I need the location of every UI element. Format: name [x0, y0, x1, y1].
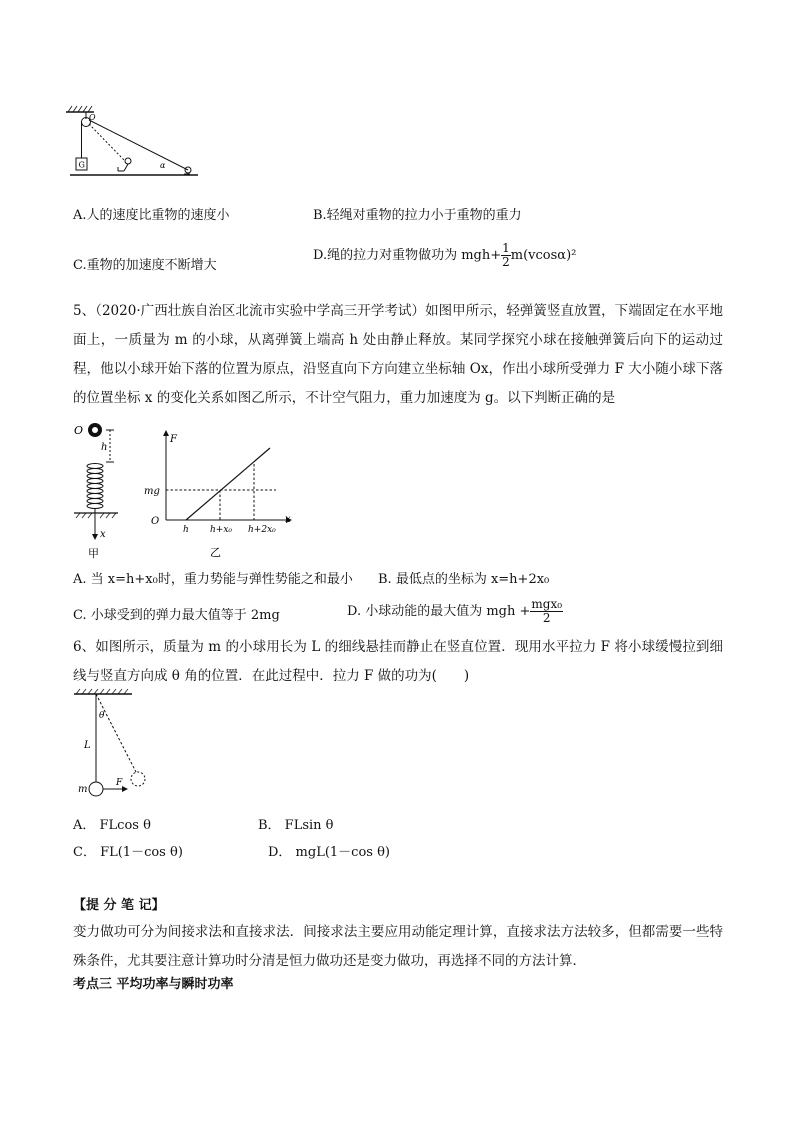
svg-text:G: G [78, 160, 85, 170]
notes-body: 变力做功可分为间接求法和直接求法．间接求法主要应用动能定理计算，直接求法方法较多，但都需要一些特殊条件，尤其要注意计算功时分清是恒力做功还是变力做功，再选择不同的方法计算． [73, 924, 723, 969]
svg-text:x: x [285, 514, 291, 525]
q4-option-d-fraction: $\frac{1}{2}$ [502, 241, 510, 269]
svg-text:O: O [74, 424, 84, 437]
svg-text:h: h [101, 442, 108, 453]
svg-text:mg: mg [144, 486, 160, 497]
svg-text:m: m [78, 784, 88, 795]
spring-figure [66, 420, 136, 562]
svg-text:F: F [170, 434, 177, 445]
q6-option-a: A． FLcos θ [73, 818, 151, 833]
svg-text:h: h [183, 525, 189, 535]
svg-text:θ: θ [99, 711, 105, 721]
q6-stem: 6、如图所示，质量为 m 的小球用长为 L 的细线悬挂而静止在竖直位置．现用水平拉力 F 将小球缓慢拉到细线与竖直方向成 θ 角的位置．在此过程中．拉力 F 做的功为( ) [73, 639, 723, 684]
svg-text:h+2x₀: h+2x₀ [248, 525, 276, 535]
q5-stem: 5、（2020·广西壮族自治区北流市实验中学高三开学考试）如图甲所示，轻弹簧竖直放置，下端固定在水平地面上，一质量为 m 的小球，从离弹簧上端高 h 处由静止释放。某同学探究小球在接触弹簧后向下的运动过程，他以小球开始下落的位置为原点，沿竖直向下方向建立坐标轴 Ox，作出小球所受弹力 F 大小随小球下落的位置坐标 x 的变化关系如图乙所示，不计空气阻力，重力加速度为 g。以下判断正确的是 [73, 303, 723, 406]
q4-option-c: C.重物的加速度不断增大 [73, 258, 217, 273]
svg-text:甲: 甲 [88, 547, 99, 560]
q4-option-d [313, 242, 576, 269]
displaced-ball [131, 772, 145, 786]
spring-coils [87, 464, 103, 509]
q5-option-d-prefix: D. 小球动能的最大值为 mgh + [347, 604, 531, 619]
q4-option-d-prefix: D.绳的拉力对重物做功为 mgh+ [313, 248, 502, 263]
pulley-person-figure [62, 104, 202, 184]
q5-option-d [347, 598, 563, 625]
svg-text:乙: 乙 [210, 546, 221, 559]
q4-option-b: B.轻绳对重物的拉力小于重物的重力 [313, 208, 522, 223]
q4-option-a: A.人的速度比重物的速度小 [73, 208, 230, 223]
q6-option-b: B． FLsin θ [258, 818, 334, 833]
svg-text:O: O [151, 516, 160, 527]
svg-text:L: L [84, 740, 91, 751]
section-title: 考点三 平均功率与瞬时功率 [73, 977, 234, 992]
q4-option-d-suffix: m(vcosα)² [510, 248, 577, 263]
notes-heading: 【提 分 笔 记】 [73, 898, 165, 913]
svg-text:h+x₀: h+x₀ [210, 525, 233, 535]
pendulum-ball [89, 782, 103, 796]
q5-option-a: A. 当 x=h+x₀时，重力势能与弹性势能之和最小 [73, 572, 353, 587]
pendulum-figure [70, 688, 170, 806]
q6-option-d: D． mgL(1－cos θ) [268, 845, 390, 860]
force-line [186, 448, 270, 520]
force-position-graph [138, 428, 298, 564]
q5-option-d-fraction: $\frac{\text{mgx₀}}{2}$ [531, 597, 563, 625]
q5-option-b: B. 最低点的坐标为 x=h+2x₀ [378, 572, 550, 587]
q6-option-c: C． FL(1－cos θ) [73, 845, 183, 860]
svg-text:α: α [160, 161, 166, 170]
svg-text:F: F [116, 778, 123, 788]
svg-text:O: O [89, 113, 96, 122]
svg-text:x: x [100, 529, 106, 540]
q5-option-c: C. 小球受到的弹力最大值等于 2mg [73, 608, 280, 623]
